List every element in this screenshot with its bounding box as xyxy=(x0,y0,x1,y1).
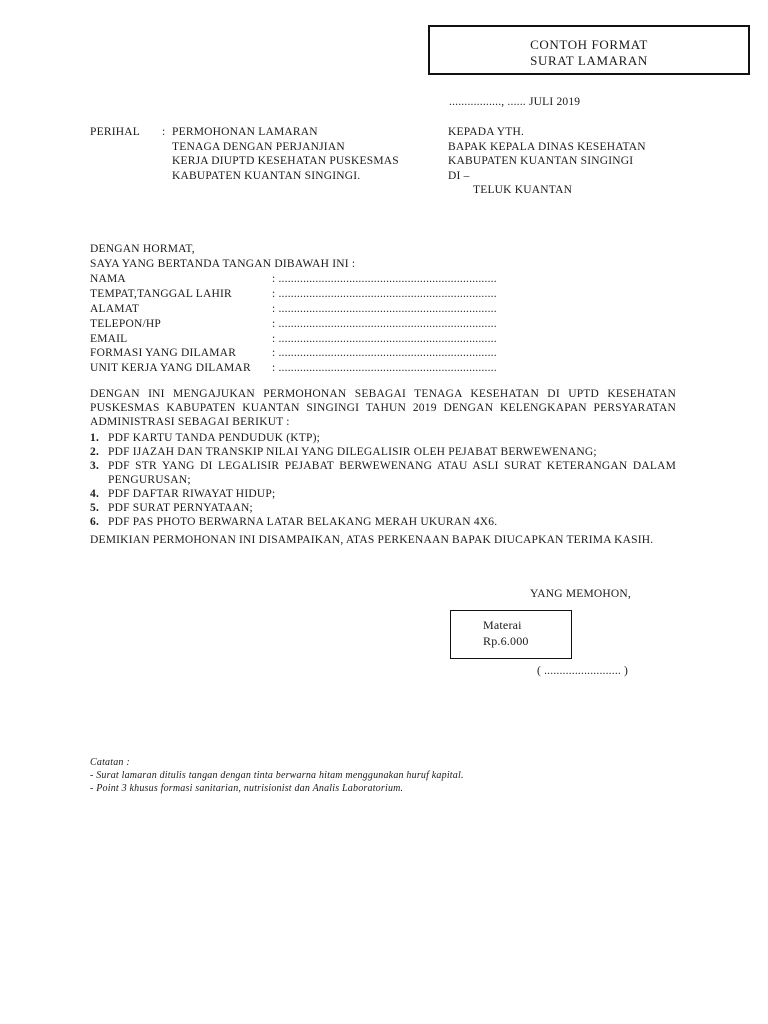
list-text: PDF PAS PHOTO BERWARNA LATAR BELAKANG MERAH UKURAN 4X6. xyxy=(108,516,498,528)
materai-value: Rp.6.000 xyxy=(483,634,529,648)
field-row-formasi xyxy=(90,346,497,361)
field-label: EMAIL xyxy=(90,332,128,345)
list-text: PDF IJAZAH DAN TRANSKIP NILAI YANG DILEGALISIR OLEH PEJABAT BERWEWENANG; xyxy=(108,446,597,458)
list-item xyxy=(90,445,676,459)
date-line: ................., ...... JULI 2019 xyxy=(449,96,581,108)
salutation: DENGAN HORMAT, xyxy=(90,243,195,255)
signature-name-placeholder: ( ......................... ) xyxy=(537,665,629,677)
field-label: UNIT KERJA YANG DILAMAR xyxy=(90,362,251,375)
recipient-line: BAPAK KEPALA DINAS KESEHATAN xyxy=(448,140,646,153)
field-row-tempat-tanggal-lahir xyxy=(90,287,497,302)
list-item xyxy=(90,515,676,529)
materai-stamp-box xyxy=(450,610,572,659)
field-row-alamat xyxy=(90,302,497,317)
field-row-nama xyxy=(90,272,497,287)
field-label: FORMASI YANG DILAMAR xyxy=(90,347,237,360)
note-item: - Surat lamaran ditulis tangan dengan tinta berwarna hitam menggunakan huruf kapital. xyxy=(90,770,464,781)
perihal-colon: : xyxy=(162,126,166,138)
perihal-label: PERIHAL xyxy=(90,126,140,138)
greeting-block xyxy=(90,242,355,271)
list-number: 2. xyxy=(90,446,100,458)
list-number: 1. xyxy=(90,432,100,444)
field-label: NAMA xyxy=(90,273,126,285)
field-row-unit-kerja xyxy=(90,361,497,376)
list-number: 3. xyxy=(90,460,100,472)
list-item xyxy=(90,487,676,501)
perihal-line: KERJA DIUPTD KESEHATAN PUSKESMAS xyxy=(172,155,399,167)
list-number: 4. xyxy=(90,488,100,500)
field-label: TELEPON/HP xyxy=(90,317,161,330)
closing-paragraph: DEMIKIAN PERMOHONAN INI DISAMPAIKAN, ATAS PERKENAAN BAPAK DIUCAPKAN TERIMA KASIH. xyxy=(90,534,654,546)
perihal-subject xyxy=(172,125,399,183)
list-text: PDF SURAT PERNYATAAN; xyxy=(108,502,253,514)
field-blank: : ....................................................................... xyxy=(272,362,497,375)
recipient-block xyxy=(448,125,646,198)
field-blank: : ....................................................................... xyxy=(272,332,497,345)
list-text: PDF KARTU TANDA PENDUDUK (KTP); xyxy=(108,432,321,444)
requirements-list xyxy=(90,431,676,529)
materai-label: Materai xyxy=(483,618,522,632)
intro-line: SAYA YANG BERTANDA TANGAN DIBAWAH INI : xyxy=(90,257,356,270)
list-item xyxy=(90,501,676,515)
list-number: 6. xyxy=(90,516,100,528)
field-blank: : ....................................................................... xyxy=(272,317,497,330)
notes-heading: Catatan : xyxy=(90,757,130,768)
field-row-telepon xyxy=(90,317,497,332)
note-item: - Point 3 khusus formasi sanitarian, nutrisionist dan Analis Laboratorium. xyxy=(90,783,404,794)
perihal-line: KABUPATEN KUANTAN SINGINGI. xyxy=(172,169,361,182)
list-item xyxy=(90,431,676,445)
field-blank: : ....................................................................... xyxy=(272,287,497,300)
title-line-1: CONTOH FORMAT xyxy=(530,37,648,52)
recipient-line: KABUPATEN KUANTAN SINGINGI xyxy=(448,155,634,167)
list-text: PDF DAFTAR RIWAYAT HIDUP; xyxy=(108,488,276,500)
list-text: PDF STR YANG DI LEGALISIR PEJABAT BERWEWENANG ATAU ASLI SURAT KETERANGAN DALAM PENGURUSAN; xyxy=(108,460,676,486)
perihal-line: TENAGA DENGAN PERJANJIAN xyxy=(172,140,345,153)
field-row-email xyxy=(90,332,497,347)
document-title-box xyxy=(428,25,750,75)
recipient-line: KEPADA YTH. xyxy=(448,126,525,138)
field-label: TEMPAT,TANGGAL LAHIR xyxy=(90,287,232,300)
perihal-line: PERMOHONAN LAMARAN xyxy=(172,126,318,138)
recipient-line: DI – xyxy=(448,169,470,182)
field-blank: : ....................................................................... xyxy=(272,302,497,315)
field-blank: : ....................................................................... xyxy=(272,273,497,285)
recipient-city: TELUK KUANTAN xyxy=(473,184,573,196)
signature-closing: YANG MEMOHON, xyxy=(530,588,631,600)
application-paragraph: DENGAN INI MENGAJUKAN PERMOHONAN SEBAGAI TENAGA KESEHATAN DI UPTD KESEHATAN PUSKESMAS KABUPATEN KUANTAN SINGINGI TAHUN 2019 DENGAN KELENGKAPAN PERSYARATAN ADMINISTRASI SEBAGAI BERIKUT : xyxy=(90,388,676,428)
notes-block xyxy=(90,756,464,795)
applicant-fields xyxy=(90,272,497,376)
field-label: ALAMAT xyxy=(90,302,140,315)
list-item xyxy=(90,459,676,487)
title-line-2: SURAT LAMARAN xyxy=(530,53,648,68)
list-number: 5. xyxy=(90,502,100,514)
field-blank: : ....................................................................... xyxy=(272,347,497,360)
